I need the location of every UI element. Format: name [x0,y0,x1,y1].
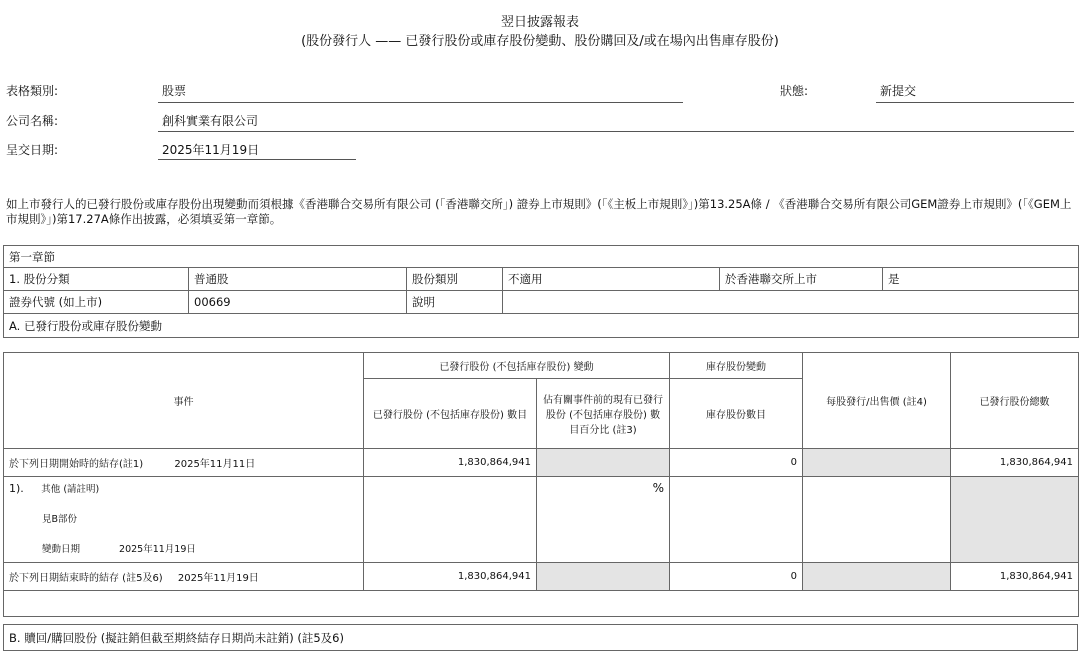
spacer-row [4,591,1079,617]
intro-text: 如上市發行人的已發行股份或庫存股份出現變動而須根據《香港聯合交易所有限公司 (「香港聯交所」) 證券上市規則》(「《主板上市規則》」)第13.25A條 / 《香港聯合交易所有限公司GEM證券上市規則》(「《GEM上市規則》」)第17.27A條作出披露，必須填妥第一章節。 [6,197,1072,226]
description-value [503,291,1079,314]
other-event-index: 1). [9,482,24,495]
other-event-row [4,477,1079,563]
stock-code-label: 證券代號 (如上市) [4,291,189,314]
col-price-header: 每股發行/出售價 (註4) [803,353,951,449]
closing-balance-row [4,563,1079,591]
col-pct-header: 佔有關事件前的現有已發行股份 (不包括庫存股份) 數目百分比 (註3) [537,379,670,449]
closing-price-cell [803,563,951,591]
change-date-label: 變動日期 [42,544,81,555]
submission-date-value: 2025年11月19日 [162,143,260,157]
col-issued-change-header: 已發行股份 (不包括庫存股份) 變動 [364,353,670,379]
company-name-underline [158,131,1074,132]
other-pct-cell: % [537,477,670,563]
change-date-value: 2025年11月19日 [119,544,196,555]
other-event-note: 見B部份 [42,514,78,525]
submission-date-label: 呈交日期: [6,143,59,157]
col-issued-count-header: 已發行股份 (不包括庫存股份) 數目 [364,379,537,449]
stock-code-value: 00669 [189,291,407,314]
opening-issued-value: 1,830,864,941 [364,449,537,477]
description-label: 說明 [407,291,503,314]
section-a-table [3,352,1079,617]
share-class-label: 1. 股份分類 [4,268,189,291]
status-value: 新提交 [880,84,917,98]
company-name-value: 創科實業有限公司 [162,114,259,128]
closing-balance-date: 2025年11月19日 [177,573,259,584]
closing-issued-value: 1,830,864,941 [364,563,537,591]
submission-date-underline [158,159,356,160]
closing-balance-cell [4,563,364,591]
closing-treasury-value: 0 [670,563,803,591]
share-class-value: 普通股 [189,268,407,291]
opening-balance-row [4,449,1079,477]
section-a-heading: A. 已發行股份或庫存股份變動 [4,314,1079,338]
hk-listed-value: 是 [883,268,1079,291]
opening-balance-label: 於下列日期開始時的結存(註1) [9,459,144,470]
opening-pct-cell [537,449,670,477]
share-type-label: 股份類別 [407,268,503,291]
form-type-value: 股票 [162,84,187,98]
other-treasury-cell [670,477,803,563]
col-event-header: 事件 [4,353,364,449]
share-type-value: 不適用 [503,268,720,291]
opening-price-cell [803,449,951,477]
col-treasury-count-header: 庫存股份數目 [670,379,803,449]
other-event-cell [4,477,364,563]
opening-treasury-value: 0 [670,449,803,477]
opening-balance-date: 2025年11月11日 [174,459,256,470]
opening-total-value: 1,830,864,941 [951,449,1079,477]
status-label: 狀態: [780,84,809,98]
section-b-table [3,624,1078,651]
other-event-label: 其他 (請註明) [41,484,100,495]
other-total-cell [951,477,1079,563]
status-underline [876,102,1074,103]
section1-table [3,245,1079,338]
closing-pct-cell [537,563,670,591]
section-b-heading: B. 贖回/購回股份 (擬註銷但截至期終結存日期尚未註銷) (註5及6) [4,625,1078,651]
col-total-header: 已發行股份總數 [951,353,1079,449]
page-title: 翌日披露報表 [500,15,579,30]
page-subtitle: (股份發行人 —— 已發行股份或庫存股份變動、股份購回及/或在場內出售庫存股份) [301,34,779,49]
section1-heading: 第一章節 [4,246,1079,268]
closing-total-value: 1,830,864,941 [951,563,1079,591]
form-type-underline [158,102,683,103]
other-issued-cell [364,477,537,563]
form-type-label: 表格類別: [6,84,59,98]
hk-listed-label: 於香港聯交所上市 [720,268,883,291]
opening-balance-cell [4,449,364,477]
other-price-cell [803,477,951,563]
col-treasury-change-header: 庫存股份變動 [670,353,803,379]
closing-balance-label: 於下列日期結束時的結存 (註5及6) [9,573,163,584]
company-name-label: 公司名稱: [6,114,59,128]
